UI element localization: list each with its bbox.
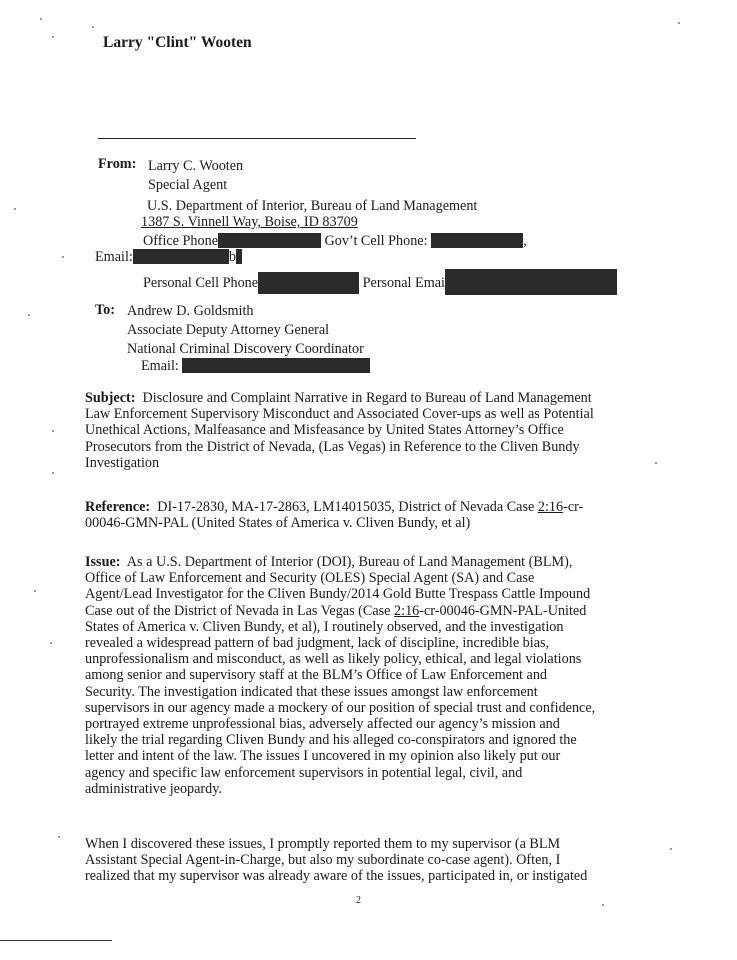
issue-line: As a U.S. Department of Interior (DOI), Bureau of Land Management (BLM),	[126, 554, 573, 570]
scan-speck	[28, 314, 30, 316]
scan-speck	[14, 208, 16, 210]
footer-rule	[0, 940, 112, 941]
scan-speck	[52, 430, 54, 432]
scan-speck	[34, 590, 36, 592]
issue-line: Security. The investigation indicated that these issues amongst law enforcement	[85, 683, 538, 700]
subject-line: Unethical Actions, Malfeasance and Misfeasance by United States Attorney’s Office	[85, 422, 564, 439]
scan-speck	[678, 22, 680, 24]
scan-speck	[52, 36, 54, 38]
from-personal-row	[143, 269, 617, 295]
personal-cell-label: Personal Cell Phone	[143, 275, 259, 291]
from-name: Larry C. Wooten	[148, 158, 244, 174]
from-email-label: Email:	[95, 249, 133, 265]
issue-line: unprofessionalism and misconduct, as well as likely policy, ethical, and legal violations	[85, 651, 582, 668]
subject-line: Law Enforcement Supervisory Misconduct and Associated Cover-ups as well as Potential	[85, 406, 594, 423]
issue-label: Issue:	[85, 554, 121, 570]
reference-text: -cr-	[563, 499, 584, 515]
redaction-email	[133, 249, 229, 264]
subject-block	[85, 390, 645, 471]
to-role: National Criminal Discovery Coordinator	[127, 341, 364, 357]
issue-line: Case out of the District of Nevada in Las Vegas (Case	[85, 602, 395, 619]
reference-line: 00046-GMN-PAL (United States of America v. Cliven Bundy, et al)	[85, 515, 471, 532]
page-number: 2	[356, 895, 361, 906]
closing-line: realized that my supervisor was already aware of the issues, participated in, or instigated	[85, 868, 588, 885]
issue-line: administrative jeopardy.	[85, 780, 222, 797]
issue-line: agency and specific law enforcement supervisors in potential legal, civil, and	[85, 764, 523, 781]
scan-speck	[92, 26, 94, 28]
issue-line: portrayed extreme unprofessional bias, adversely affected our agency’s mission and	[85, 716, 560, 733]
from-org: U.S. Department of Interior, Bureau of Land Management	[147, 198, 478, 214]
redaction-personal-cell	[258, 272, 359, 294]
issue-line: -cr-00046-GMN-PAL-United	[419, 602, 587, 619]
reference-text: DI-17-2830, MA-17-2863, LM14015035, District of Nevada Case	[157, 499, 538, 515]
from-address: 1387 S. Vinnell Way, Boise, ID 83709	[141, 214, 358, 230]
from-label: From:	[98, 156, 137, 172]
from-phone-row: Office Phone Gov’t Cell Phone: ,	[143, 233, 527, 249]
gov-cell-label: Gov’t Cell Phone:	[324, 233, 428, 249]
closing-paragraph	[85, 836, 645, 885]
issue-line: revealed a widespread pattern of bad judgment, lack of discipline, incredible bias,	[85, 635, 550, 652]
scan-speck	[62, 256, 64, 258]
scan-speck	[52, 472, 54, 474]
closing-line: When I discovered these issues, I promptly reported them to my supervisor (a BLM	[85, 836, 561, 852]
from-email-row	[95, 249, 242, 265]
issue-line: among senior and supervisory staff at the BLM’s Office of Law Enforcement and	[85, 667, 548, 684]
subject-line: Investigation	[85, 454, 160, 471]
issue-line: States of America v. Cliven Bundy, et al), I routinely observed, and the investigation	[85, 618, 564, 635]
office-phone-label: Office Phone	[143, 233, 218, 249]
issue-line: supervisors in our agency made a mockery of our position of special trust and confidence,	[85, 699, 596, 716]
redaction-to-email	[182, 358, 370, 373]
email-fragment: b	[228, 249, 236, 265]
signature-line	[98, 138, 416, 139]
subject-label: Subject:	[85, 390, 136, 406]
scan-speck	[40, 18, 42, 20]
redaction-gov-cell	[431, 233, 523, 248]
scan-speck	[58, 836, 60, 838]
scan-speck	[670, 848, 672, 850]
to-email-label: Email:	[141, 358, 179, 374]
redaction-office-phone	[218, 233, 321, 248]
author-heading: Larry "Clint" Wooten	[103, 34, 252, 51]
reference-block	[85, 499, 645, 531]
issue-line: letter and intent of the law. The issues I uncovered in my opinion also likely put our	[85, 748, 561, 765]
personal-email-label: Personal Emai	[362, 275, 445, 291]
scan-speck	[655, 462, 657, 464]
scan-speck	[602, 904, 604, 906]
to-email-row	[141, 358, 370, 374]
to-title: Associate Deputy Attorney General	[127, 322, 330, 338]
subject-line: Disclosure and Complaint Narrative in Regard to Bureau of Land Management	[142, 390, 592, 406]
issue-line: likely the trial regarding Cliven Bundy and his alleged co-conspirators and ignored the	[85, 732, 577, 749]
scan-speck	[50, 642, 52, 644]
issue-case-link: 2:16	[394, 602, 420, 619]
subject-line: Prosecutors from the District of Nevada, (Las Vegas) in Reference to the Cliven Bundy	[85, 438, 580, 455]
closing-line: Assistant Special Agent-in-Charge, but also my subordinate co-case agent). Often, I	[85, 852, 561, 869]
issue-line: Office of Law Enforcement and Security (OLES) Special Agent (SA) and Case	[85, 570, 535, 587]
issue-block	[85, 554, 645, 797]
redaction-personal-email	[445, 269, 617, 295]
reference-label: Reference:	[85, 499, 151, 515]
redaction-email-end	[236, 249, 242, 264]
to-label: To:	[95, 302, 115, 318]
from-title: Special Agent	[148, 177, 228, 193]
reference-case-link: 2:16	[537, 499, 564, 515]
to-name: Andrew D. Goldsmith	[127, 303, 254, 319]
issue-line: Agent/Lead Investigator for the Cliven Bundy/2014 Gold Butte Trespass Cattle Impound	[85, 586, 591, 603]
